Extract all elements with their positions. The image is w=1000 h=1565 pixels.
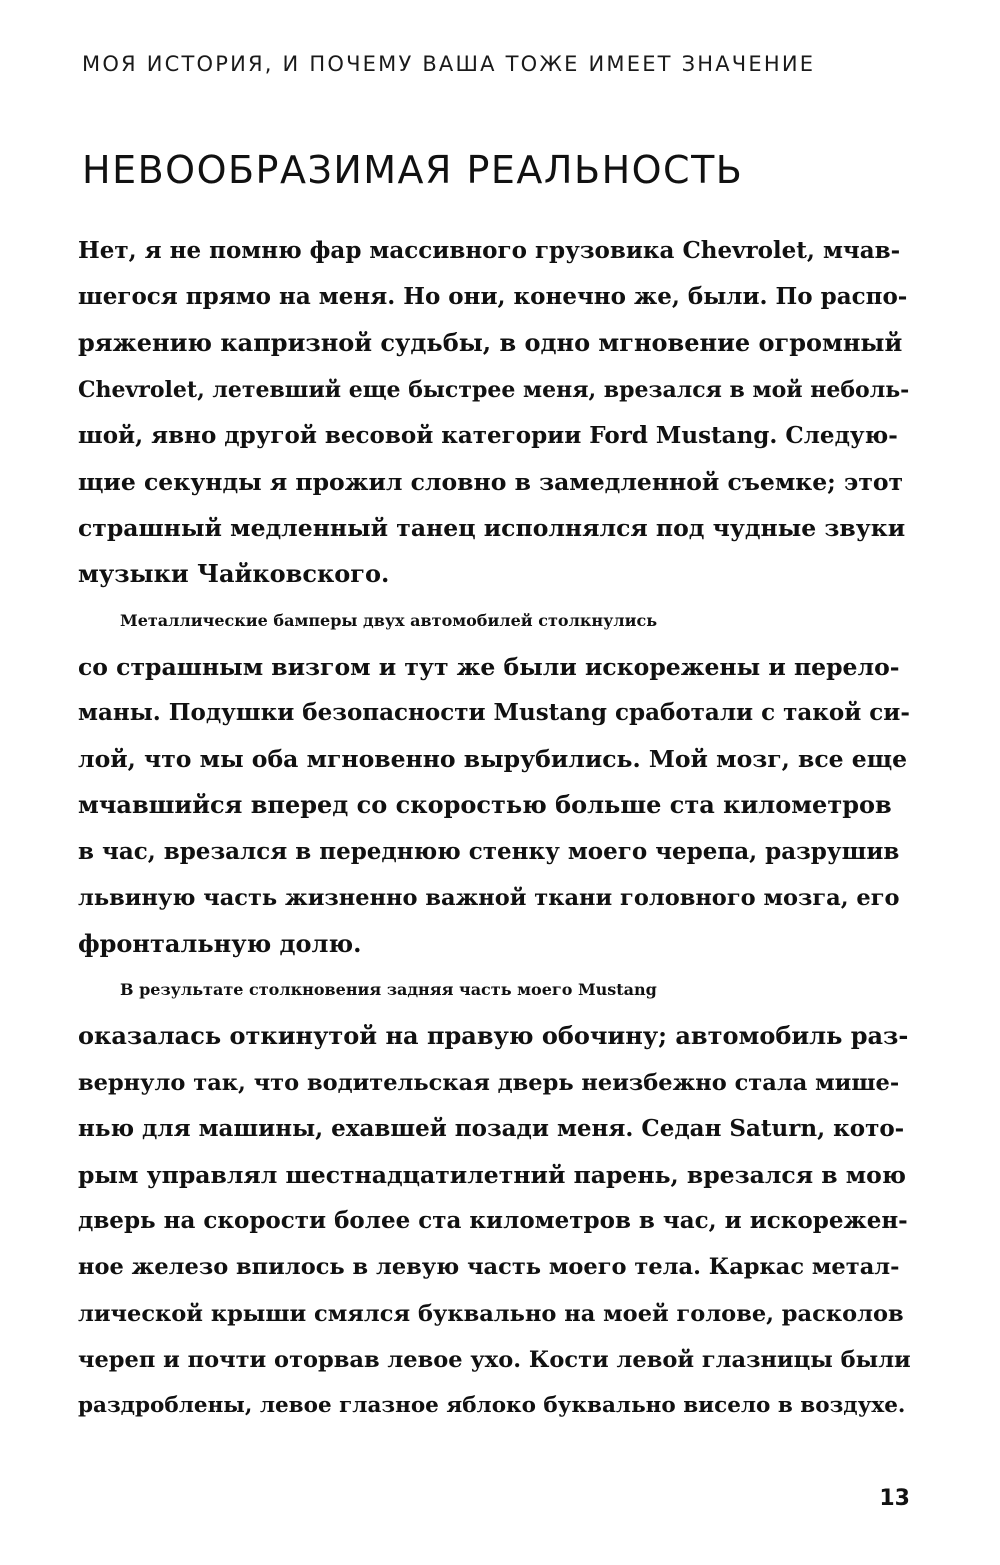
text-line: маны. Подушки безопасности Mustang сработали с такой си- (78, 699, 910, 727)
page-number: 13 (879, 1486, 910, 1511)
text-line: шегося прямо на меня. Но они, конечно же, были. По распо- (78, 283, 908, 311)
text-line: лической крыши смялся буквально на моей голове, расколов (78, 1300, 904, 1327)
text-line: шой, явно другой весовой категории Ford Mustang. Следую- (78, 421, 898, 449)
text-line: мчавшийся вперед со скоростью больше ста километров (78, 790, 892, 820)
text-line: Металлические бамперы двух автомобилей столкнулись (120, 610, 658, 630)
chapter-title: НЕВООБРАЗИМАЯ РЕАЛЬНОСТЬ (82, 148, 744, 192)
paragraph-3 (78, 967, 914, 1429)
text-line: рым управлял шестнадцатилетний парень, врезался в мою (78, 1161, 906, 1190)
text-line: щие секунды я прожил словно в замедленной съемке; этот (78, 468, 904, 497)
text-line: В результате столкновения задняя часть моего Mustang (120, 980, 657, 1000)
text-line: череп и почти оторвав левое ухо. Кости левой глазницы были (78, 1346, 911, 1373)
text-line: нью для машины, ехавшей позади меня. Седан Saturn, кото- (78, 1114, 905, 1142)
text-line: в час, врезался в переднюю стенку моего черепа, разрушив (78, 837, 900, 865)
text-line: со страшным визгом и тут же были искорежены и перело- (78, 652, 900, 681)
text-line: львиную часть жизненно важной ткани головного мозга, его (78, 884, 900, 911)
text-line: Chevrolet, летевший еще быстрее меня, врезался в мой неболь- (78, 376, 910, 403)
text-line: раздроблены, левое глазное яблоко буквально висело в воздухе. (78, 1393, 906, 1419)
text-line: фронтальную долю. (78, 929, 362, 959)
text-line: лой, что мы оба мгновенно вырубились. Мой мозг, все еще (78, 745, 908, 774)
text-line: дверь на скорости более ста километров в час, и искорежен- (78, 1207, 908, 1235)
text-line: музыки Чайковского. (78, 559, 390, 589)
text-line: ряжению капризной судьбы, в одно мгновение огромный (78, 328, 903, 358)
text-line: оказалась откинутой на правую обочину; автомобиль раз- (78, 1021, 909, 1051)
paragraph-1 (78, 228, 914, 598)
text-line: страшный медленный танец исполнялся под чудные звуки (78, 514, 906, 543)
body-text (78, 228, 914, 1429)
paragraph-2 (78, 598, 914, 968)
text-line: ное железо впилось в левую часть моего тела. Каркас метал- (78, 1254, 900, 1281)
text-line: вернуло так, что водительская дверь неизбежно стала мише- (78, 1069, 900, 1096)
text-line: Нет, я не помню фар массивного грузовика Chevrolet, мчав- (78, 237, 901, 264)
running-head: МОЯ ИСТОРИЯ, И ПОЧЕМУ ВАША ТОЖЕ ИМЕЕТ ЗНАЧЕНИЕ (82, 52, 816, 76)
